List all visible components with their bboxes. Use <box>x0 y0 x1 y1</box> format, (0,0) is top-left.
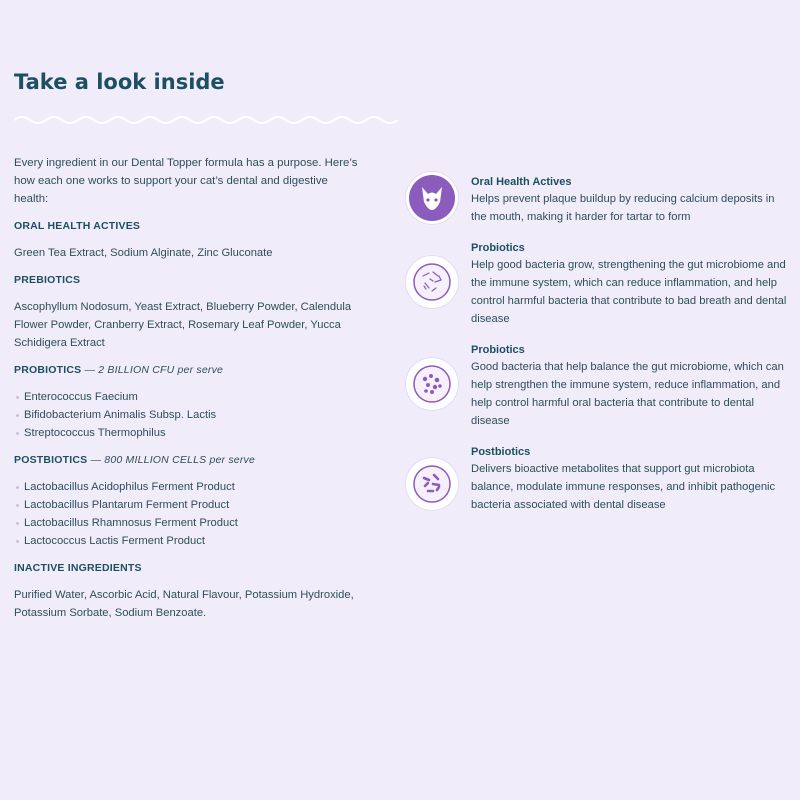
list-item: Enterococcus Faecium <box>24 388 360 406</box>
postbiotics-list <box>14 478 360 550</box>
section-body-prebiotics: Ascophyllum Nodosum, Yeast Extract, Blueberry Powder, Calendula Flower Powder, Cranberry Extract, Rosemary Leaf Powder, Yucca Schidigera Extract <box>14 301 352 349</box>
section-heading-oral: ORAL HEALTH ACTIVES <box>14 220 141 232</box>
feature-title: Oral Health Actives <box>471 176 572 188</box>
list-item: Bifidobacterium Animalis Subsp. Lactis <box>24 406 360 424</box>
feature-title: Postbiotics <box>471 446 531 458</box>
feature-desc: Good bacteria that help balance the gut microbiome, which can help strengthen the immune system, reduce inflammation, and help control harmful oral bacteria that contribute to dental disease <box>471 361 784 427</box>
section-body-oral: Green Tea Extract, Sodium Alginate, Zinc Gluconate <box>14 247 273 259</box>
probiotics-cfu: — 2 BILLION CFU per serve <box>81 364 224 376</box>
feature-title: Probiotics <box>471 242 525 254</box>
feature-title: Probiotics <box>471 344 525 356</box>
section-heading-postbiotics: POSTBIOTICS — 800 MILLION CELLS per serve <box>14 454 256 466</box>
page-title: Take a look inside <box>14 70 225 94</box>
section-heading-prebiotics: PREBIOTICS <box>14 274 81 286</box>
feature-desc: Help good bacteria grow, strengthening the gut microbiome and the immune system, which can reduce inflammation, and help control harmful bacteria that contribute to bad breath and dental disease <box>471 259 787 325</box>
list-item: Lactococcus Lactis Ferment Product <box>24 532 360 550</box>
list-item: Lactobacillus Acidophilus Ferment Product <box>24 478 360 496</box>
postbiotics-cells: — 800 MILLION CELLS per serve <box>87 454 256 466</box>
bacteria-rods-icon <box>406 458 458 510</box>
tooth-icon <box>406 172 458 224</box>
feature-desc: Helps prevent plaque buildup by reducing calcium deposits in the mouth, making it harder for tartar to form <box>471 193 775 223</box>
wave-divider <box>14 112 398 128</box>
bacteria-cluster-icon <box>406 358 458 410</box>
section-heading-probiotics: PROBIOTICS — 2 BILLION CFU per serve <box>14 364 224 376</box>
ingredients-column <box>14 154 360 630</box>
benefits-column <box>406 174 792 514</box>
section-heading-inactive: INACTIVE INGREDIENTS <box>14 562 142 574</box>
section-body-inactive: Purified Water, Ascorbic Acid, Natural Flavour, Potassium Hydroxide, Potassium Sorbate, Sodium Benzoate. <box>14 589 354 619</box>
feature-probiotics-2 <box>406 342 792 430</box>
list-item: Lactobacillus Rhamnosus Ferment Product <box>24 514 360 532</box>
list-item: Lactobacillus Plantarum Ferment Product <box>24 496 360 514</box>
probiotics-list <box>14 388 360 442</box>
feature-probiotics-1 <box>406 240 792 328</box>
intro-text: Every ingredient in our Dental Topper formula has a purpose. Here’s how each one works to support your cat’s dental and digestive health: <box>14 157 358 205</box>
feature-postbiotics <box>406 444 792 514</box>
list-item: Streptococcus Thermophilus <box>24 424 360 442</box>
feature-desc: Delivers bioactive metabolites that support gut microbiota balance, modulate immune responses, and inhibit pathogenic bacteria associated with dental disease <box>471 463 776 511</box>
bacteria-icon <box>406 256 458 308</box>
feature-oral-health <box>406 174 792 226</box>
